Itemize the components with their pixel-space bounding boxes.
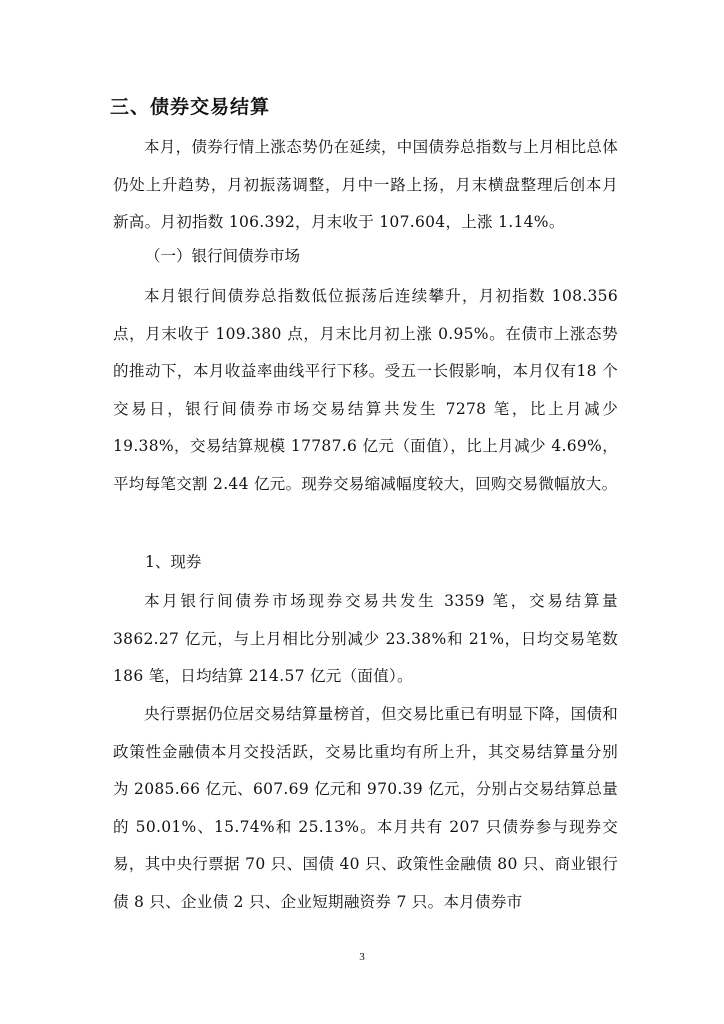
subheading-spot: 1、现券 (145, 553, 202, 571)
page-number: 3 (359, 951, 365, 963)
paragraph-spot-1: 本月银行间债券市场现券交易共发生 3359 笔，交易结算量3862.27 亿元，与上月相比分别减少 23.38%和 21%，日均交易笔数186 笔，日均结算 214.57 亿元（面值）。 (113, 592, 618, 685)
section-title: 三、债券交易结算 (110, 96, 271, 118)
paragraph-interbank: 本月银行间债券总指数低位振荡后连续攀升，月初指数 108.356点，月末收于 109.380 点，月末比月初上涨 0.95%。在债市上涨态势的推动下，本月收益率曲线平行下移。受五一长假影响，本月仅有18 个交易日，银行间债券市场交易结算共发生 7278 笔，比上月减少19.38%，交易结算规模 17787.6 亿元（面值），比上月减少 4.69%，平均每笔交割 2.44 亿元。现券交易缩减幅度较大，回购交易微幅放大。 (113, 287, 618, 493)
paragraph-spot-2: 央行票据仍位居交易结算量榜首，但交易比重已有明显下降，国债和政策性金融债本月交投活跃，交易比重均有所上升，其交易结算量分别为 2085.66 亿元、607.69 亿元和 970.39 亿元，分别占交易结算总量的 50.01%、15.74%和 25.13%。本月共有 207 只债券参与现券交易，其中央行票据 70 只、国债 40 只、政策性金融债 80 只、商业银行债 8 只、企业债 2 只、企业短期融资券 7 只。本月债券市 (113, 705, 619, 911)
paragraph-intro: 本月，债券行情上涨态势仍在延续，中国债券总指数与上月相比总体仍处上升趋势，月初振荡调整，月中一路上扬，月末横盘整理后创本月新高。月初指数 106.392，月末收于 107.604，上涨 1.14%。 (113, 138, 619, 231)
subheading-interbank-market: （一）银行间债券市场 (145, 247, 301, 265)
